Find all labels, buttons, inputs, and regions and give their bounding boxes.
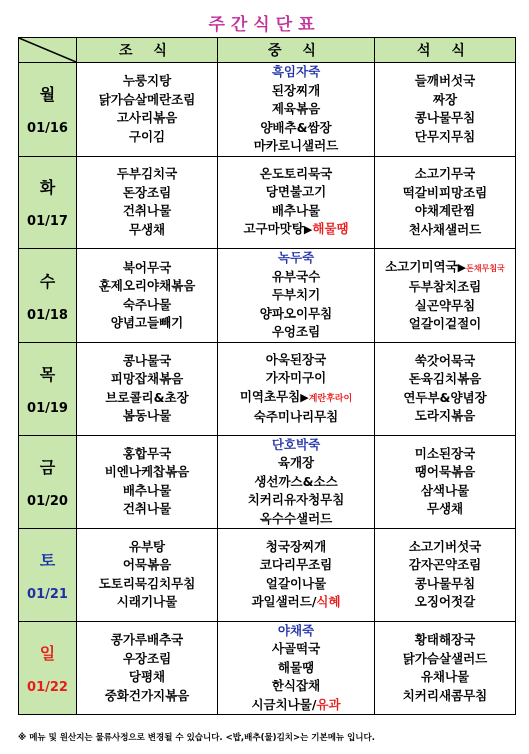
day-row (19, 249, 516, 343)
menu-item: 단무지무침 (414, 128, 476, 144)
menu-item: 된장찌개 (271, 82, 321, 98)
day-cell (19, 435, 77, 529)
menu-item: 배추나물 (122, 482, 172, 498)
menu-item: 어묵볶음 (122, 557, 172, 573)
right-arrow-icon: ▶ (303, 223, 313, 237)
menu-item: 한식잡채 (271, 678, 321, 694)
menu-item-with-side (218, 388, 374, 409)
day-name: 월 (39, 85, 56, 105)
menu-item: 홍합무국 (122, 445, 172, 461)
lunch-cell (218, 342, 375, 435)
menu-item: 양배추&쌈장 (260, 119, 332, 135)
day-row (19, 529, 516, 622)
menu-item: 도라지볶음 (414, 408, 476, 424)
footer-note: ※ 메뉴 및 원산지는 물류사정으로 변경될 수 있습니다. <밥,배추(물)김치>는 기본메뉴 입니다. (18, 733, 375, 743)
side-dish-text: 유과 (316, 696, 341, 712)
menu-item-text: 소고기미역국 (385, 258, 458, 274)
lunch-cell (218, 435, 375, 529)
menu-item: 미소된장국 (414, 445, 476, 461)
menu-item-with-side (375, 258, 515, 279)
day-name: 수 (39, 271, 56, 291)
breakfast-cell (77, 621, 218, 715)
day-cell (19, 621, 77, 715)
menu-item: 마카로니샐러드 (253, 138, 339, 153)
menu-item: 제육볶음 (271, 101, 321, 116)
day-row (19, 63, 516, 157)
menu-item-with-side (218, 696, 374, 715)
menu-item: 천사채샐러드 (408, 221, 482, 237)
menu-item: 봄동나물 (122, 408, 172, 424)
menu-item: 무생채 (426, 501, 464, 517)
menu-item: 피망잡채볶음 (110, 371, 184, 387)
menu-item: 고사리볶음 (116, 110, 178, 126)
special-porridge: 단호박죽 (271, 436, 321, 452)
menu-item: 양념고들빼기 (110, 315, 184, 331)
menu-item: 콩가루배추국 (110, 632, 184, 648)
menu-item: 당평채 (128, 669, 166, 685)
lunch-cell (218, 529, 375, 622)
page-title: 주간식단표 (208, 15, 321, 35)
menu-item: 감자곤약조림 (408, 557, 482, 573)
day-name: 일 (39, 644, 56, 664)
menu-item: 해물땡 (277, 659, 315, 675)
menu-item: 들깨버섯국 (414, 73, 476, 89)
menu-item: 치커리새콤무침 (402, 687, 488, 703)
day-name: 토 (39, 550, 56, 570)
menu-item: 삼색나물 (420, 482, 470, 498)
menu-item: 두부김치국 (116, 166, 178, 182)
menu-item: 쑥갓어묵국 (414, 352, 476, 368)
side-dish-text: 돈채무침국 (466, 263, 505, 273)
menu-item: 중화건가지볶음 (104, 687, 190, 703)
menu-item: 양파오이무침 (259, 305, 333, 321)
menu-item: 당면불고기 (265, 184, 327, 200)
day-cell (19, 249, 77, 343)
right-arrow-icon: ▶ (300, 390, 309, 404)
column-header-breakfast: 조 식 (77, 38, 218, 63)
side-dish-text: 식혜 (316, 594, 341, 610)
menu-item-text: 고구마맛탕 (243, 221, 304, 237)
menu-item: 아욱된장국 (265, 351, 327, 367)
menu-item: 닭가슴살샐러드 (402, 650, 488, 666)
diagonal-divider (19, 38, 76, 62)
menu-item: 소고기버섯국 (408, 538, 482, 554)
right-arrow-icon: ▶ (457, 260, 467, 274)
breakfast-cell (77, 249, 218, 343)
menu-item: 옥수수샐러드 (259, 510, 333, 526)
day-date: 01/16 (27, 121, 68, 137)
day-cell (19, 529, 77, 622)
day-name: 화 (39, 178, 56, 198)
menu-item: 배추나물 (271, 202, 321, 218)
menu-item: 돈장조림 (122, 184, 172, 200)
day-date: 01/20 (27, 493, 68, 509)
menu-item: 청국장찌개 (265, 538, 327, 554)
dinner-cell (375, 63, 516, 157)
column-header-lunch: 중 식 (218, 38, 375, 63)
menu-item-with-side (218, 220, 374, 240)
column-header-dinner: 석 식 (375, 38, 516, 63)
menu-item: 오징어젓갈 (414, 594, 476, 610)
day-cell (19, 342, 77, 435)
day-cell (19, 156, 77, 249)
breakfast-cell (77, 156, 218, 249)
menu-item: 비엔나케찹볶음 (104, 464, 190, 480)
menu-item: 숙주나물 (122, 296, 172, 312)
menu-item: 도토리묵김치무침 (98, 575, 196, 591)
special-porridge: 야채죽 (277, 622, 315, 638)
lunch-cell (218, 156, 375, 249)
menu-item: 구이김 (128, 128, 166, 144)
menu-item: 유부탕 (128, 538, 166, 554)
menu-item: 황태해장국 (414, 632, 476, 648)
day-name: 금 (39, 457, 56, 477)
menu-item: 야채계란찜 (414, 203, 476, 219)
menu-item: 가자미구이 (265, 370, 327, 386)
side-dish-text: 해물땡 (312, 221, 349, 237)
menu-item: 훈제오리야채볶음 (98, 278, 196, 294)
menu-item-text: 미역초무침 (239, 388, 301, 404)
day-row (19, 621, 516, 715)
menu-item: 연두부&양념장 (403, 389, 487, 405)
menu-item: 우엉조림 (271, 324, 321, 340)
menu-item: 유채나물 (420, 669, 470, 685)
dinner-cell (375, 621, 516, 715)
side-dish-text: 계란후라이 (308, 393, 353, 404)
menu-item: 두부치기 (271, 287, 321, 303)
menu-item: 짜장 (432, 91, 458, 107)
day-date: 01/18 (27, 307, 68, 323)
menu-item: 두부참치조림 (408, 279, 482, 295)
lunch-cell (218, 621, 375, 715)
menu-item: 건취나물 (122, 501, 172, 517)
special-porridge: 녹두죽 (277, 250, 315, 266)
dinner-cell (375, 249, 516, 343)
menu-item: 온도토리묵국 (259, 165, 333, 181)
day-cell (19, 63, 77, 157)
menu-item: 콩나물무침 (414, 110, 476, 126)
special-porridge: 흑임자죽 (271, 64, 321, 79)
menu-item-with-side (218, 593, 374, 612)
dinner-cell (375, 529, 516, 622)
menu-item: 육개장 (277, 455, 315, 471)
menu-item-text: 시금치나물/ (251, 696, 317, 712)
day-row (19, 435, 516, 529)
day-name: 목 (39, 364, 56, 384)
dinner-cell (375, 435, 516, 529)
menu-item: 건취나물 (122, 203, 172, 219)
menu-item: 유부국수 (271, 268, 321, 284)
day-row (19, 342, 516, 435)
lunch-cell (218, 63, 375, 157)
menu-item: 코다리무조림 (259, 557, 333, 573)
menu-item: 누룽지탕 (122, 73, 172, 89)
day-date: 01/19 (27, 400, 68, 416)
day-date: 01/21 (27, 586, 68, 602)
menu-item: 생선까스&소스 (254, 473, 338, 489)
menu-item: 콩나물무침 (414, 575, 476, 591)
dinner-cell (375, 156, 516, 249)
menu-item: 브로콜리&초장 (105, 389, 189, 405)
menu-item: 얼갈이겉절이 (408, 316, 482, 332)
menu-item: 떡갈비피망조림 (402, 184, 488, 200)
menu-item: 돈육김치볶음 (408, 371, 482, 387)
breakfast-cell (77, 435, 218, 529)
menu-item: 실곤약무침 (414, 297, 476, 313)
menu-item: 소고기무국 (414, 166, 476, 182)
menu-item: 숙주미나리무침 (253, 409, 339, 425)
corner-header-cell (19, 38, 77, 63)
menu-item: 북어무국 (122, 259, 172, 275)
menu-item: 닭가슴살메란조림 (98, 91, 196, 107)
dinner-cell (375, 342, 516, 435)
lunch-cell (218, 249, 375, 343)
breakfast-cell (77, 63, 218, 157)
menu-item: 무생채 (128, 221, 166, 237)
menu-item: 콩나물국 (122, 352, 172, 368)
menu-item: 우장조림 (122, 650, 172, 666)
menu-item: 사골떡국 (271, 641, 321, 657)
menu-item: 얼갈이나물 (265, 575, 327, 591)
menu-item-text: 과일샐러드/ (251, 594, 317, 610)
menu-item: 땡어묵볶음 (414, 464, 476, 480)
day-date: 01/22 (27, 680, 68, 696)
day-date: 01/17 (27, 214, 68, 230)
day-row (19, 156, 516, 249)
breakfast-cell (77, 529, 218, 622)
breakfast-cell (77, 342, 218, 435)
menu-item: 치커리유자청무침 (247, 492, 345, 508)
weekly-menu-table (18, 37, 516, 715)
menu-item: 시래기나물 (116, 594, 178, 610)
